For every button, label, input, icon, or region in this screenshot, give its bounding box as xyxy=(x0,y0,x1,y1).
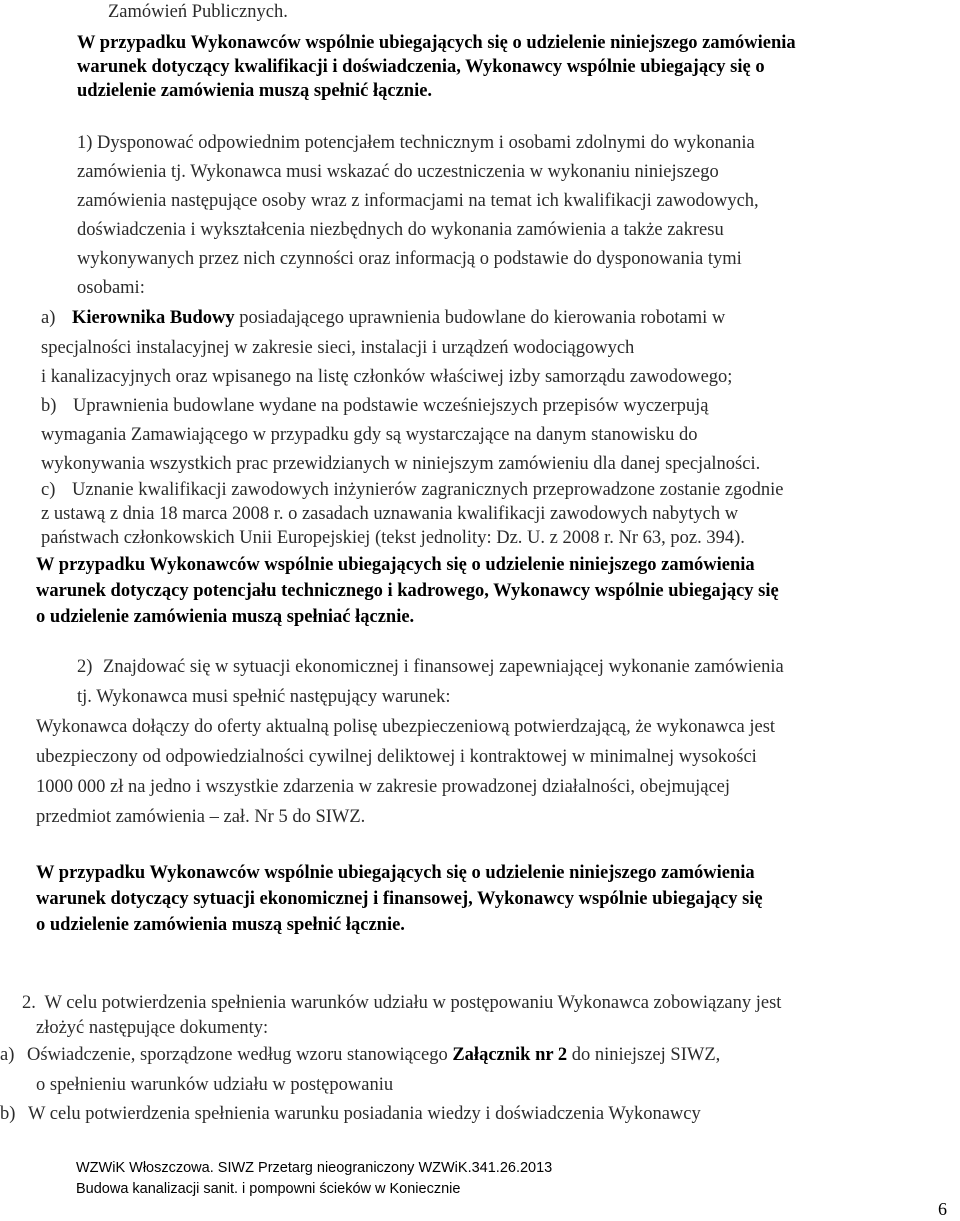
section-2-line: złożyć następujące dokumenty: xyxy=(36,1018,269,1038)
doc-a-text: Oświadczenie, sporządzone według wzoru stanowiącego xyxy=(27,1045,453,1065)
item-1-line: zamówienia tj. Wykonawca musi wskazać do uczestniczenia w wykonaniu niniejszego xyxy=(77,162,719,182)
section-2-line xyxy=(22,991,781,1015)
doc-a-line: o spełnieniu warunków udziału w postępowaniu xyxy=(36,1075,394,1095)
sub-a-text: posiadającego uprawnienia budowlane do kierowania robotami w xyxy=(234,308,726,328)
sub-c-text: Uznanie kwalifikacji zawodowych inżynierów zagranicznych przeprowadzone zostanie zgodnie xyxy=(72,480,784,500)
item-2-marker: 2) xyxy=(77,657,93,677)
footer-line: WZWiK Włoszczowa. SIWZ Przetarg nieograniczony WZWiK.341.26.2013 xyxy=(76,1160,553,1176)
page-number: 6 xyxy=(938,1199,947,1219)
sub-b-marker: b) xyxy=(41,396,57,416)
section-2-text: W celu potwierdzenia spełnienia warunków udziału w postępowaniu Wykonawca zobowiązany jest xyxy=(44,993,782,1013)
sub-b-line: wykonywania wszystkich prac przewidzianych w niniejszym zamówieniu dla danej specjalności. xyxy=(41,454,761,474)
item-1-line: osobami: xyxy=(77,278,145,298)
doc-a-line xyxy=(0,1043,720,1067)
insurance-paragraph-line: 1000 000 zł na jedno i wszystkie zdarzenia w zakresie prowadzonej działalności, obejmującej xyxy=(36,777,731,797)
joint-bid-notice-line: o udzielenie zamówienia muszą spełnić łącznie. xyxy=(36,915,405,935)
sub-b-text: Uprawnienia budowlane wydane na podstawie wcześniejszych przepisów wyczerpują xyxy=(73,396,709,416)
continued-text: Zamówień Publicznych. xyxy=(108,2,288,22)
item-1-line: zamówienia następujące osoby wraz z informacjami na temat ich kwalifikacji zawodowych, xyxy=(77,191,759,211)
sub-b-line: wymagania Zamawiającego w przypadku gdy są wystarczające na danym stanowisku do xyxy=(41,425,698,445)
joint-bid-notice-line: warunek dotyczący kwalifikacji i doświadczenia, Wykonawcy wspólnie ubiegający się o xyxy=(77,57,765,77)
footer-line: Budowa kanalizacji sanit. i pompowni ścieków w Koniecznie xyxy=(76,1181,461,1197)
doc-a-text-end: do niniejszej SIWZ, xyxy=(567,1045,721,1065)
joint-bid-notice-line: W przypadku Wykonawców wspólnie ubiegających się o udzielenie niniejszego zamówienia xyxy=(77,33,796,53)
sub-c-marker: c) xyxy=(41,480,56,500)
sub-a-marker: a) xyxy=(41,308,56,328)
joint-bid-notice-line: udzielenie zamówienia muszą spełnić łącznie. xyxy=(77,81,433,101)
sub-a-line xyxy=(41,306,725,330)
doc-b-line xyxy=(0,1102,701,1126)
section-2-marker: 2. xyxy=(22,993,36,1013)
item-1-line: wykonywanych przez nich czynności oraz informacją o podstawie do dysponowania tymi xyxy=(77,249,742,269)
doc-b-text: W celu potwierdzenia spełnienia warunku posiadania wiedzy i doświadczenia Wykonawcy xyxy=(28,1104,701,1124)
doc-b-marker: b) xyxy=(0,1104,16,1124)
item-2-line xyxy=(77,655,784,679)
insurance-paragraph-line: ubezpieczony od odpowiedzialności cywilnej deliktowej i kontraktowej w minimalnej wysokości xyxy=(36,747,757,767)
sub-c-line: z ustawą z dnia 18 marca 2008 r. o zasadach uznawania kwalifikacji zawodowych nabytych w xyxy=(41,504,739,524)
item-1-line: doświadczenia i wykształcenia niezbędnych do wykonania zamówienia a także zakresu xyxy=(77,220,724,240)
insurance-paragraph-line: przedmiot zamówienia – zał. Nr 5 do SIWZ. xyxy=(36,807,366,827)
insurance-paragraph-line: Wykonawca dołączy do oferty aktualną polisę ubezpieczeniową potwierdzającą, że wykonawca jest xyxy=(36,717,776,737)
joint-bid-notice-line: W przypadku Wykonawców wspólnie ubiegających się o udzielenie niniejszego zamówienia xyxy=(36,555,755,575)
sub-c-line xyxy=(41,478,783,502)
sub-c-line: państwach członkowskich Unii Europejskiej (tekst jednolity: Dz. U. z 2008 r. Nr 63, poz. 394). xyxy=(41,528,745,548)
sub-b-line xyxy=(41,394,709,418)
item-1-text: Dysponować odpowiednim potencjałem technicznym i osobami zdolnymi do wykonania xyxy=(97,133,755,153)
item-2-line: tj. Wykonawca musi spełnić następujący warunek: xyxy=(77,687,451,707)
sub-a-line: specjalności instalacyjnej w zakresie sieci, instalacji i urządzeń wodociągowych xyxy=(41,338,635,358)
site-manager-label: Kierownika Budowy xyxy=(72,308,235,328)
item-1-marker: 1) xyxy=(77,133,93,153)
item-2-text: Znajdować się w sytuacji ekonomicznej i finansowej zapewniającej wykonanie zamówienia xyxy=(103,657,784,677)
doc-a-marker: a) xyxy=(0,1045,15,1065)
joint-bid-notice-line: o udzielenie zamówienia muszą spełniać łącznie. xyxy=(36,607,415,627)
joint-bid-notice-line: warunek dotyczący sytuacji ekonomicznej i finansowej, Wykonawcy wspólnie ubiegający się xyxy=(36,889,763,909)
sub-a-line: i kanalizacyjnych oraz wpisanego na listę członków właściwej izby samorządu zawodowego; xyxy=(41,367,733,387)
item-1-line xyxy=(77,131,755,155)
attachment-2-ref: Załącznik nr 2 xyxy=(452,1045,568,1065)
joint-bid-notice-line: warunek dotyczący potencjału technicznego i kadrowego, Wykonawcy wspólnie ubiegający się xyxy=(36,581,779,601)
joint-bid-notice-line: W przypadku Wykonawców wspólnie ubiegających się o udzielenie niniejszego zamówienia xyxy=(36,863,755,883)
